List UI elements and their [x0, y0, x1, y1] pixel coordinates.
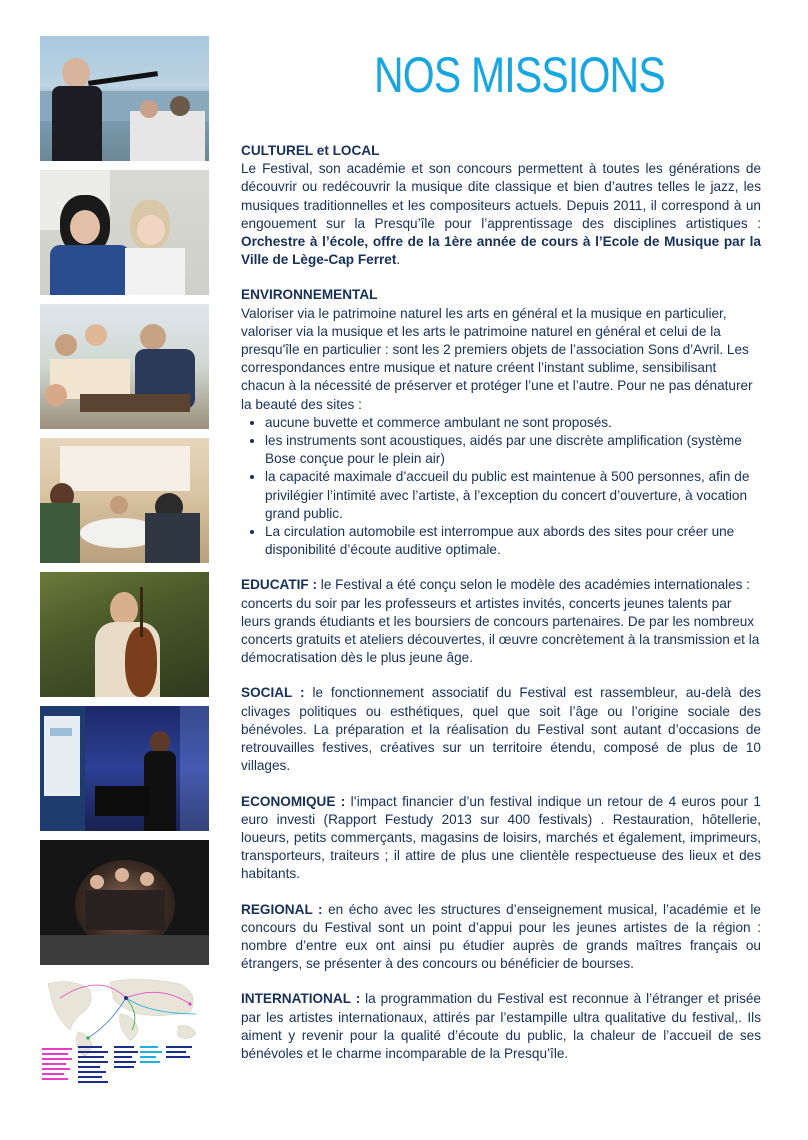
music-lesson-photo	[40, 170, 209, 295]
section-educatif	[241, 576, 761, 667]
section-heading: ENVIRONNEMENTAL	[241, 287, 378, 303]
section-text: REGIONAL : en écho avec les structures d’enseignement musical, l’académie et le concours du Festival sont un point d’appui pour les jeunes artistes de la région : nombre d’entre eux ont ainsi pu étudier auprès de grands maîtres français ou étrangers, se présenter à des concours ou bénéficier de bourses.	[241, 901, 761, 972]
section-text: EDUCATIF : le Festival a été conçu selon le modèle des académies internationales : concerts du soir par les professeurs et artistes invités, concerts jeunes talents par leurs grands étudiants et les boursiers de concours partenaires. De par les nombreux concerts gratuits et ateliers découvertes, il œuvre concrètement à la transmission et la démocratisation dès le plus jeune âge.	[241, 577, 760, 666]
section-text: Le Festival, son académie et son concours permettent à toutes les générations de découvrir ou redécouvrir la musique dite classique et bien d’autres telles le jazz, les musiques traditionnelles et les compositeurs actuels. Depuis 2011, il correspond à un engouement sur la Presqu’île pour l’apprentissage des disciplines artistiques : Orchestre à l’école, offre de la 1ère année de cours à l’Ecole de Musique par la Ville de Lège-Cap Ferret.	[241, 161, 761, 268]
missions-content	[241, 142, 761, 1080]
children-xylophone-photo	[40, 304, 209, 429]
list-item: • les instruments sont acoustiques, aidés par une discrète amplification (système Bose conçue pour le plein air)	[265, 432, 761, 468]
section-regional	[241, 901, 761, 974]
page-title: NOS MISSIONS	[374, 47, 665, 103]
dancers-stage-photo	[40, 840, 209, 965]
section-text: Valoriser via le patrimoine naturel les arts en général et la musique en particulier, valoriser via la musique et les arts le patrimoine naturel en général et celui de la presqu'île en particulier : sont les 2 premiers objets de l’association Sons d’Avril. Les correspondances entre musique et nature créent l’instant sublime, sensibilisant chacun à la nécessité de préserver et protéger l’une et l’autre. Pour ne pas dénaturer la beauté des sites :	[241, 305, 753, 412]
cellist-photo	[40, 572, 209, 697]
section-text: ECONOMIQUE : l’impact financier d’un festival indique un retour de 4 euros pour 1 euro investi (Rapport Festudy 2013 sur 400 festivals) . Restauration, hôtellerie, loueurs, petits commerçants, magasins de loisirs, marchés et également, imprimeurs, transporteurs, traiteurs ; il attire de plus une clientèle respectueuse des lieux et des habitants.	[241, 793, 761, 882]
section-economique	[241, 793, 761, 884]
list-item: • aucune buvette et commerce ambulant ne sont proposés.	[265, 414, 761, 432]
open-concert-photo	[40, 706, 209, 831]
section-text: SOCIAL : le fonctionnement associatif du Festival est rassembleur, au-delà des clivages politiques ou esthétiques, quel que soit l’âge ou l’origine sociale des bénévoles. La préparation et la réalisation du Festival sont autant d’occasions de retrouvailles festives, créatives sur un territoire étendu, composé de plus de 10 villages.	[241, 685, 761, 774]
bullet-list	[241, 414, 761, 560]
section-culturel	[241, 142, 761, 269]
list-item: • la capacité maximale d’accueil du public est maintenue à 500 personnes, afin de privilégier l’intimité avec l’artiste, à l’exception du concert d’ouverture, à vocation grand public.	[265, 468, 761, 523]
section-text: INTERNATIONAL : la programmation du Festival est reconnue à l’étranger et prisée par les artistes internationaux, attirés par l’estampille ultra qualitative du festival,. Ils aiment y revenir pour la qualité d’écoute du public, la chaleur de l’accueil de ses bénévoles et le charme incomparable de la Presqu’île.	[241, 991, 761, 1061]
clarinet-boat-photo	[40, 36, 209, 161]
photo-column	[40, 36, 209, 1108]
list-item: • La circulation automobile est interrompue aux abords des sites pour créer une disponibilité d’écoute auditive optimale.	[265, 523, 761, 559]
world-map-photo	[40, 974, 209, 1099]
table-discussion-photo	[40, 438, 209, 563]
world-map-graphic	[40, 974, 209, 1099]
section-environnemental	[241, 286, 761, 559]
section-international	[241, 990, 761, 1063]
section-heading: CULTUREL et LOCAL	[241, 143, 380, 158]
section-social	[241, 684, 761, 775]
